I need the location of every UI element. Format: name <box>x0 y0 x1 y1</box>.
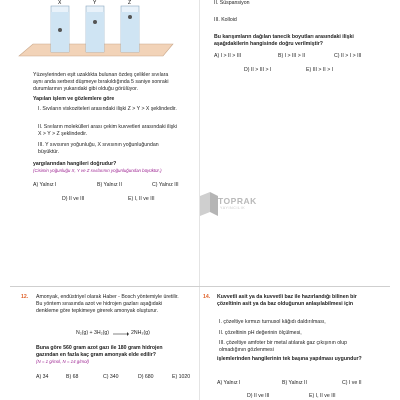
q14-question: işlemlerinden hangilerinin tek başına yapılması uygundur? <box>217 356 362 362</box>
left-intro: Yüzeylerinden eşit uzaklıkta bulunan özdeş çelikler sıvılara aynı anda serbest düşmeye bırakıldığında 5 saniye sonraki durumlarının yukarıdaki gibi olduğu görülüyor. <box>33 72 169 92</box>
q14-item-1: I. çözeltiye kırmızı turnusol kâğıdı daldırılması, <box>219 319 326 325</box>
q14-choice-b[interactable]: B) Yalnız II <box>282 380 307 386</box>
right-choice-b[interactable]: B) I > III > II <box>278 53 306 59</box>
right-choice-d[interactable]: D) II > III > I <box>244 67 272 73</box>
right-choice-e[interactable]: E) III > II > I <box>306 67 334 73</box>
right-list-2: II. Süspansiyon <box>214 0 250 6</box>
q12-choice-b[interactable]: B) 68 <box>66 374 79 380</box>
q12-choice-e[interactable]: E) 1020 <box>172 374 191 380</box>
right-choice-a[interactable]: A) I > II > III <box>214 53 242 59</box>
q14-item-2: II. çözeltinin pH değerinin ölçülmesi, <box>219 330 302 336</box>
left-choice-a[interactable]: A) Yalnız I <box>33 182 57 188</box>
q12-choice-c[interactable]: C) 340 <box>103 374 119 380</box>
left-choice-d[interactable]: D) II ve III <box>62 196 85 202</box>
q12-question: Buna göre 560 gram azot gazı ile 180 gram hidrojen gazından en fazla kaç gram amonyak elde edilir? <box>36 345 163 358</box>
q12-text: Amonyak, endüstriyel olarak Haber - Bosch yöntemiyle üretilir. Bu yöntem sırasında azot ve hidrojen gazları aşağıdaki denkleme göre tepkimeye girerek amonyak oluşturur. <box>36 294 179 314</box>
q14-choice-e[interactable]: E) I, II ve III <box>309 393 336 399</box>
q12-number: 12. <box>21 294 29 300</box>
cylinder-y <box>86 6 104 52</box>
left-note: (Cisimin yoğunluğu X, Y ve Z sıvılarının yoğunluğundan büyüktür.) <box>33 168 162 173</box>
section-divider <box>10 286 390 287</box>
logo-text: TOPRAK <box>218 196 257 206</box>
left-item-2: II. Sıvıların molekülleri arası çekim kuvvetleri arasındaki ilişki X > Y > Z şeklindedir. <box>38 124 177 137</box>
q14-choice-c[interactable]: C) I ve II <box>342 380 362 386</box>
right-choice-c[interactable]: C) II > I > III <box>334 53 362 59</box>
label-y: Y <box>93 0 97 6</box>
q14-number: 14. <box>203 294 211 300</box>
q14-item-3: III. çözeltiye amfoter bir metal atılarak gaz çıkışının olup olmadığının gözlenmesi <box>219 340 348 353</box>
cylinder-z <box>121 6 139 52</box>
left-item-3: III. Y sıvısının yoğunluğu, X sıvısının yoğunluğundan büyüktür. <box>38 142 159 155</box>
left-choice-c[interactable]: C) Yalnız III <box>152 182 179 188</box>
left-question-head: Yapılan işlem ve gözlemlere göre <box>33 96 115 102</box>
left-choice-b[interactable]: B) Yalnız II <box>97 182 122 188</box>
q14-choice-d[interactable]: D) II ve III <box>247 393 270 399</box>
label-z: Z <box>128 0 132 6</box>
q12-note: (N = 1 g/mol, N = 14 g/mol) <box>36 359 89 364</box>
reaction-arrow-icon <box>113 331 129 337</box>
left-question-tail: yargılarından hangileri doğrudur? <box>33 161 117 167</box>
q12-choice-d[interactable]: D) 680 <box>138 374 154 380</box>
q14-choice-a[interactable]: A) Yalnız I <box>217 380 241 386</box>
q12-equation-right: 2NH₃(g) <box>131 330 150 336</box>
publisher-logo <box>200 190 260 220</box>
right-list-3: III. Kolloid <box>214 17 237 23</box>
left-choice-e[interactable]: E) I, II ve III <box>128 196 155 202</box>
cylinder-x <box>51 6 69 52</box>
cylinders-figure <box>15 0 175 68</box>
q12-choice-a[interactable]: A) 34 <box>36 374 49 380</box>
logo-subtext: YAYINCILIK <box>220 206 246 210</box>
q12-equation-left: N₂(g) + 3H₂(g) <box>76 330 109 336</box>
label-x: X <box>58 0 62 6</box>
left-item-1: I. Sıvıların viskoziteleri arasındaki ilişki Z > Y > X şeklindedir. <box>38 106 177 112</box>
q14-text: Kuvvetli asit ya da kuvvetli baz ile hazırlandığı bilinen bir çözeltinin asit ya da baz olduğunun anlaşılabilmesi için <box>217 294 357 307</box>
right-question: Bu karışımların dağılan tanecik boyutları arasındaki ilişki aşağıdakilerin hangisinde doğru verilmiştir? <box>214 34 354 47</box>
